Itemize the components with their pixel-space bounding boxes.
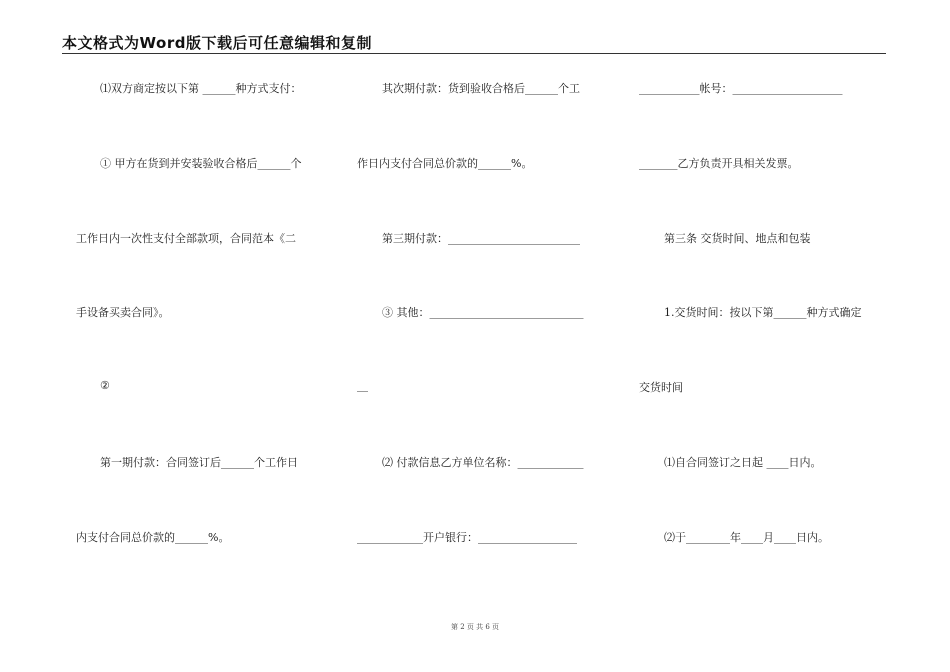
text-line: ⑴自合同签订之日起 ____日内。 <box>664 456 822 469</box>
text-line: __ <box>357 379 368 392</box>
text-line: ② <box>100 379 110 392</box>
text-line: 作日内支付合同总价款的______%。 <box>357 157 533 170</box>
text-line: 其次期付款：货到验收合格后______个工 <box>382 82 580 95</box>
text-line: ③ 其他：____________________________ <box>382 306 584 319</box>
text-line: ____________开户银行：__________________ <box>357 531 577 544</box>
text-line: ⑵ 付款信息乙方单位名称：____________ <box>382 456 584 469</box>
text-line: 第三条 交货时间、地点和包装 <box>664 232 811 245</box>
text-line: 第一期付款：合同签订后______个工作日 <box>100 456 298 469</box>
header-title: 本文格式为Word版下载后可任意编辑和复制 <box>62 34 372 52</box>
text-line: ___________帐号：____________________ <box>639 82 843 95</box>
text-line: ⑴双方商定按以下第 ______种方式支付： <box>100 82 302 95</box>
text-line: 第三期付款：________________________ <box>382 232 580 245</box>
text-line: ① 甲方在货到并安装验收合格后______个 <box>100 157 302 170</box>
text-line: 1.交货时间：按以下第______种方式确定 <box>664 306 862 319</box>
text-line: 交货时间 <box>639 381 683 394</box>
text-line: 工作日内一次性支付全部款项，合同范本《二 <box>76 232 296 245</box>
text-line: _______乙方负责开具相关发票。 <box>639 157 799 170</box>
text-line: 手设备买卖合同》。 <box>76 306 170 319</box>
text-line: ⑵于________年____月____日内。 <box>664 531 829 544</box>
header-divider <box>62 53 886 54</box>
text-line: 内支付合同总价款的______%。 <box>76 531 230 544</box>
page-number: 第 2 页 共 6 页 <box>450 623 500 631</box>
